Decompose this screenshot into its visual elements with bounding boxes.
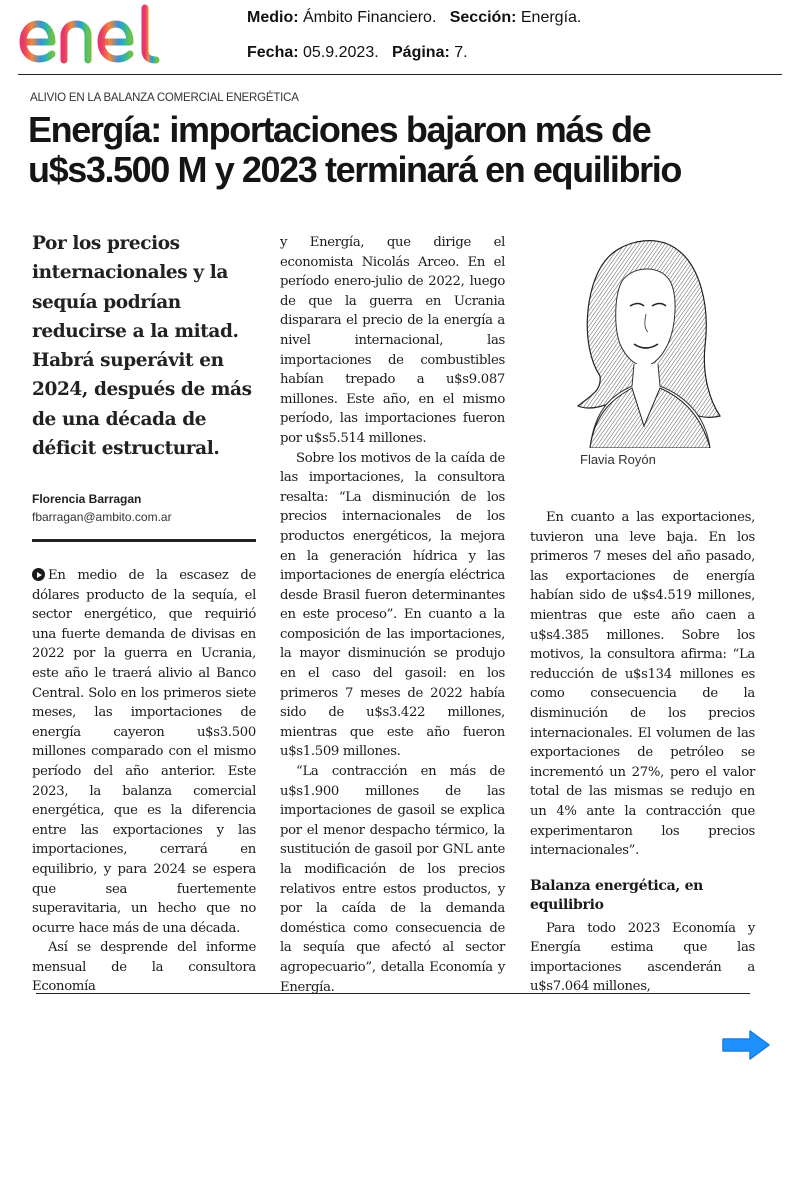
article-headline: Energía: importaciones bajaron más de u$s3.500 M y 2023 terminará en equilibrio <box>28 109 681 190</box>
fecha-label: Fecha: <box>247 44 299 61</box>
column-1-paragraph-1-text: En medio de la escasez de dólares producto de la sequía, el sector energético, que requirió una fuerte demanda de divisas en 2022 por la guerra en Ucrania, este año le traerá alivio al Banco Central. Solo en los primeros siete meses, las importaciones de energía cayeron u$s3.500 millones comparado con el mismo período del año anterior. Este 2023, la balanza comercial energética, que es la diferencia entre las exportaciones y las importaciones, cerrará en equilibrio, y para 2024 se espera que sea fuertemente superavitaria, un hecho que no ocurre hace más de una década. <box>32 568 256 936</box>
pagina-value: 7. <box>454 44 468 61</box>
pagina-label: Página: <box>392 44 450 61</box>
meta-medio-seccion <box>247 9 581 27</box>
seccion-label: Sección: <box>449 9 517 26</box>
byline-divider <box>32 539 256 542</box>
column-3-paragraph-1: En cuanto a las exportaciones, tuvieron una leve baja. En los primeros 7 meses del año pasado, las exportaciones de energía habían sido de u$s4.519 millones, mientras que este año caen a u$s4.385 millones. Sobre los motivos, la consultora afirma: “La reducción de u$s134 millones es como consecuencia de la disminución de los precios internacionales. El volumen de las exportaciones de petróleo se incrementó un 27%, pero el valor total de las mismas se redujo en un 4% ante la contracción que experimentaron los precios internacionales”. <box>530 510 755 859</box>
article-kicker: ALIVIO EN LA BALANZA COMERCIAL ENERGÉTICA <box>30 92 299 104</box>
enel-logo <box>18 4 182 68</box>
column-2-paragraph-3: “La contracción en más de u$s1.900 millones de las importaciones de gasoil se explica por el menor despacho térmico, la sustitución de gasoil por GNL ante la modificación de los precios relativos entre estos productos, y por la caída de la demanda doméstica como consecuencia de la sequía que afectó al sector agropecuario”, detalla Economía y Energía. <box>280 764 505 995</box>
play-circle-icon <box>32 568 45 581</box>
article-lead: Por los precios internacionales y la sequía podrían reducirse a la mitad. Habrá superávit en 2024, después de más de una década de déficit estructural. <box>32 233 252 460</box>
article-column-1 <box>32 566 256 997</box>
author-email: fbarragan@ambito.com.ar <box>32 510 172 524</box>
column-3-subhead: Balanza energética, en equilibrio <box>530 877 704 913</box>
author-portrait <box>560 226 730 448</box>
meta-fecha-pagina <box>247 44 468 62</box>
article-column-2 <box>280 233 505 997</box>
header-divider <box>18 74 782 75</box>
medio-value: Ámbito Financiero. <box>303 9 437 26</box>
column-2-paragraph-2: Sobre los motivos de la caída de las importaciones, la consultora resalta: “La disminución de los precios internacionales de los productos energéticos, la mejora en la generación hídrica y las importaciones de energía eléctrica desde Brasil fueron determinantes en este proceso”. En cuanto a la composición de las importaciones, la mayor disminución se produjo en el caso del gasoil: en los primeros 7 meses de 2022 había sido de u$s3.422 millones, mientras que este año fueron u$s1.509 millones. <box>280 450 505 760</box>
bottom-divider <box>36 993 750 994</box>
article-column-3 <box>530 508 755 997</box>
medio-label: Medio: <box>247 9 299 26</box>
column-1-paragraph-1 <box>32 566 256 938</box>
column-3-paragraph-2: Para todo 2023 Economía y Energía estima que las importaciones ascenderán a u$s7.064 millones, <box>530 920 755 995</box>
column-2-paragraph-1: y Energía, que dirige el economista Nicolás Arceo. En el período enero-julio de 2022, luego de que la guerra en Ucrania disparara el precio de la energía a nivel internacional, las importaciones de combustibles habían trepado a u$s9.087 millones. Este año, en el mismo período, las importaciones fueron por u$s5.514 millones. <box>280 235 505 446</box>
portrait-caption: Flavia Royón <box>580 452 656 467</box>
right-arrow-icon[interactable] <box>720 1028 772 1062</box>
fecha-value: 05.9.2023. <box>303 44 379 61</box>
seccion-value: Energía. <box>520 9 582 26</box>
column-1-paragraph-2: Así se desprende del informe mensual de la consultora Economía <box>32 940 256 995</box>
author-name: Florencia Barragan <box>32 492 142 506</box>
